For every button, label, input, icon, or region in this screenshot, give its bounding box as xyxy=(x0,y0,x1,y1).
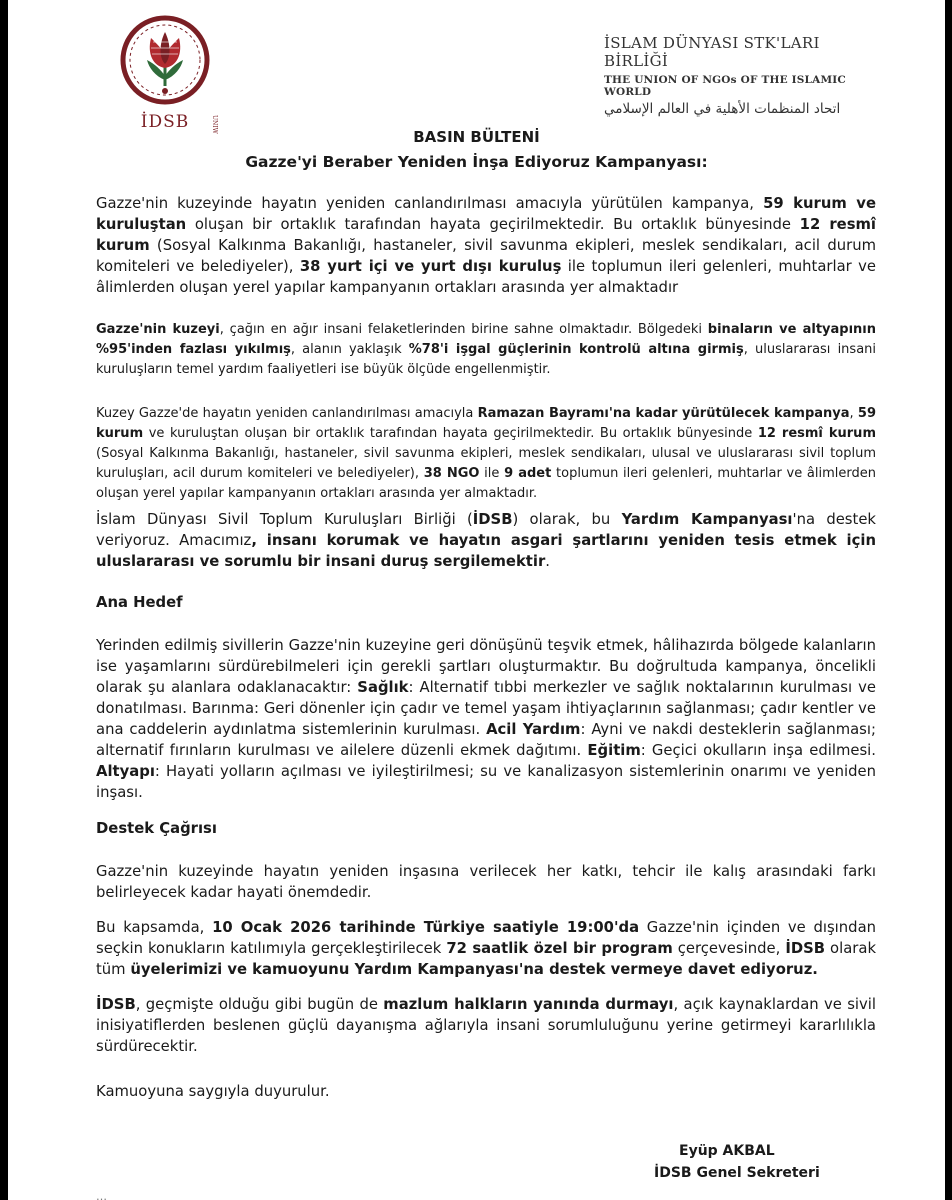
paragraph-partnership xyxy=(96,193,876,298)
bold-text: İDSB xyxy=(472,511,513,528)
bold-text: İDSB xyxy=(96,996,136,1013)
bold-text: 72 saatlik özel bir program xyxy=(446,940,673,957)
bold-text: İDSB xyxy=(785,940,826,957)
text: , xyxy=(849,406,858,421)
paragraph-situation xyxy=(96,320,876,380)
bold-text: Yardım Kampanyası xyxy=(621,511,793,528)
text: oluşan bir ortaklık tarafından hayata geçirilmektedir. Bu ortaklık bünyesinde xyxy=(186,216,800,233)
paragraph-program xyxy=(96,917,876,980)
text: , geçmişte olduğu gibi bugün de xyxy=(135,996,384,1013)
org-name-en: THE UNION OF NGOs OF THE ISLAMIC WORLD xyxy=(604,74,846,98)
bold-text: Ramazan Bayramı'na kadar yürütülecek kampanya xyxy=(477,406,850,421)
org-name-tr: İSLAM DÜNYASI STK'LARI BİRLİĞİ xyxy=(604,34,820,70)
org-header xyxy=(604,34,864,117)
document-title xyxy=(8,128,945,171)
text: Gazze'nin kuzeyinde hayatın yeniden canlandırılması amacıyla yürütülen kampanya, xyxy=(96,195,764,212)
heading-call-for-support: Destek Çağrısı xyxy=(96,820,217,837)
signatory-name: Eyüp AKBAL xyxy=(679,1143,775,1159)
title-campaign: Gazze'yi Beraber Yeniden İnşa Ediyoruz Kampanyası: xyxy=(245,153,708,171)
bold-text: 59 kurum ve kuruluştan xyxy=(96,195,876,233)
logo-wordmark: İDSB xyxy=(140,112,190,132)
text: ve kuruluştan oluşan bir ortaklık tarafından hayata geçirilmektedir. Bu ortaklık bünyesinde xyxy=(143,426,758,441)
text: . xyxy=(545,553,550,570)
text: , alanın yaklaşık xyxy=(290,342,409,357)
tulip-emblem-icon xyxy=(117,14,213,106)
paragraph-main-goal xyxy=(96,635,876,803)
bold-text: üyelerimizi ve kamuoyunu Yardım Kampanyası'na destek vermeye davet ediyoruz. xyxy=(130,961,818,978)
org-name-ar: اتحاد المنظمات الأهلية في العالم الإسلامي xyxy=(604,101,841,117)
text: (Sosyal Kalkınma Bakanlığı, hastaneler, sivil savunma ekipleri, meslek sendikaları, acil durum komiteleri ve belediyeler), xyxy=(96,237,876,275)
document-page xyxy=(8,0,945,1200)
text: : Geçici okulların inşa edilmesi. xyxy=(640,742,876,759)
bold-text: 10 Ocak 2026 tarihinde Türkiye saatiyle 19:00'da xyxy=(212,919,640,936)
logo-sub: UNIW xyxy=(211,115,218,134)
text: Gazze'nin içinden ve dışından seçkin konukların katılımıyla gerçekleştirilecek xyxy=(96,919,877,957)
idsb-logo xyxy=(110,14,220,132)
paragraph-campaign xyxy=(96,404,876,504)
bold-text: 38 NGO xyxy=(423,466,480,481)
text: Yerinden edilmiş sivillerin Gazze'nin kuzeyine geri dönüşünü teşvik etmek, hâlihazırda bölgede kalanların ise yaşamlarını sürdürebilmeleri için gerekli şartları oluşturmaktır. Bu doğrultuda kampanya, öncelikli olarak şu alanlara odaklanacaktır: xyxy=(96,637,876,696)
text: olarak tüm xyxy=(96,940,877,978)
text: (Sosyal Kalkınma Bakanlığı, hastaneler, sivil savunma ekipleri, meslek sendikaları, ulusal ve uluslararası sivil toplum kuruluşları, acil durum komiteleri ve belediyeler), xyxy=(96,446,876,481)
bold-text: binaların ve altyapının %95'inden fazlası yıkılmış xyxy=(96,322,877,357)
text: : Hayati yolların açılması ve iyileştirilmesi; su ve kanalizasyon sistemlerinin onarımı ve yeniden inşası. xyxy=(96,763,876,801)
bold-text: 59 kurum xyxy=(96,406,876,441)
text: , çağın en ağır insani felaketlerinden birine sahne olmaktadır. Bölgedeki xyxy=(219,322,708,337)
paragraph-closing: Kamuoyuna saygıyla duyurulur. xyxy=(96,1083,330,1100)
text: 'na destek veriyoruz. Amacımız xyxy=(96,511,876,549)
text: toplumun ileri gelenleri, muhtarlar ve âlimlerden oluşan yerel yapılar kampanyanın ortakları arasında yer almaktadır. xyxy=(96,466,876,501)
bold-text: mazlum halkların yanında durmayı xyxy=(383,996,674,1013)
text: : Ayni ve nakdi desteklerin sağlanması; alternatif fırınların kurulması ve ailelere düzenli ekmek dağıtımı. xyxy=(96,721,876,759)
text: Kuzey Gazze'de hayatın yeniden canlandırılması amacıyla xyxy=(96,406,478,421)
text: : Alternatif tıbbi merkezler ve sağlık noktalarının kurulması ve donatılması. Barınma: Geri dönenler için çadır ve temel yaşam ihtiyaçlarının sağlanması; çadır kentler ve ana caddelerin aydınlatma sistemlerinin kurulması. xyxy=(96,679,876,738)
paragraph-contribution: Gazze'nin kuzeyinde hayatın yeniden inşasına verilecek her katkı, tehcir ile kalış arasındaki farkı belirleyecek kadar hayati önemdedir. xyxy=(96,863,876,901)
text: , açık kaynaklardan ve sivil inisiyatiflerden beslenen güçlü dayanışma ağlarıyla insani sorumluluğunu yerine getirmeyi kararlılıkla sürdürecektir. xyxy=(96,996,876,1055)
page-fragment: … xyxy=(96,1190,107,1200)
signatory-role: İDSB Genel Sekreteri xyxy=(654,1165,820,1181)
text: ) olarak, bu xyxy=(512,511,622,528)
title-press-release: BASIN BÜLTENİ xyxy=(413,128,540,146)
bold-text: %78'i işgal güçlerinin kontrolü altına girmiş xyxy=(408,342,744,357)
paragraph-solidarity xyxy=(96,994,876,1057)
bold-text: 12 resmî kurum xyxy=(96,216,876,254)
paragraph-support xyxy=(96,509,876,572)
bold-text: Sağlık xyxy=(357,679,409,696)
heading-main-goal: Ana Hedef xyxy=(96,594,183,611)
bold-text: , insanı korumak ve hayatın asgari şartlarını yeniden tesis etmek için uluslararası ve sorumlu bir insani duruş sergilemektir xyxy=(96,532,876,570)
signature-block xyxy=(654,1140,820,1184)
bold-text: Altyapı xyxy=(96,763,155,780)
text: çerçevesinde, xyxy=(672,940,786,957)
bold-text: Gazze'nin kuzeyi xyxy=(96,322,220,337)
bold-text: 9 adet xyxy=(504,466,552,481)
bold-text: Acil Yardım xyxy=(486,721,581,738)
text: ile xyxy=(479,466,505,481)
bold-text: 12 resmî kurum xyxy=(757,426,876,441)
text: , uluslararası insani kuruluşların temel yardım faaliyetleri ise büyük ölçüde engellenmiştir. xyxy=(96,342,877,377)
text: Bu kapsamda, xyxy=(96,919,213,936)
text: ile toplumun ileri gelenleri, muhtarlar ve âlimlerden oluşan yerel yapılar kampanyanın ortakları arasında yer almaktadır xyxy=(96,258,877,296)
bold-text: Eğitim xyxy=(587,742,641,759)
text: İslam Dünyası Sivil Toplum Kuruluşları Birliği ( xyxy=(96,511,473,528)
bold-text: 38 yurt içi ve yurt dışı kuruluş xyxy=(299,258,562,275)
